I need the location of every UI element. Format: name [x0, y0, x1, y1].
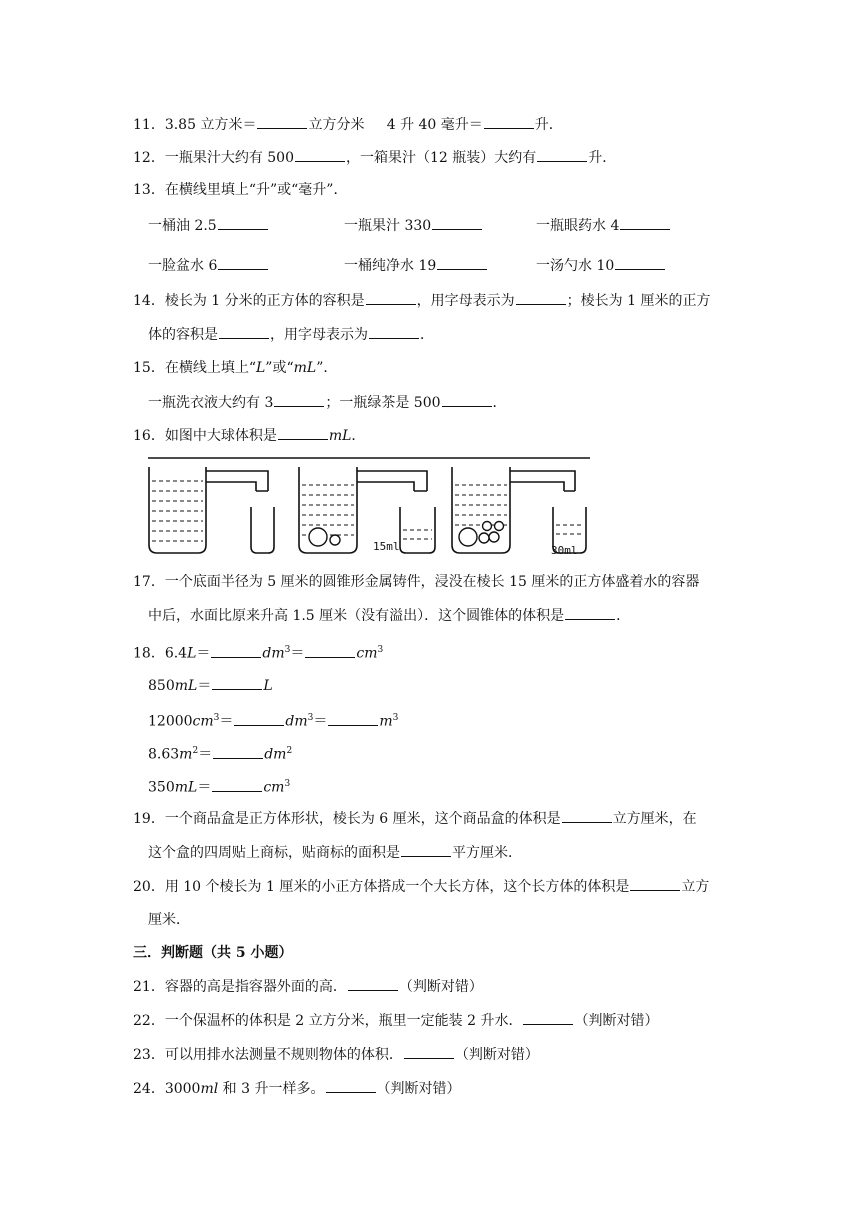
question-23: 23．可以用排水法测量不规则物体的体积． （判断对错） — [133, 1044, 539, 1065]
answer-blank[interactable] — [523, 1010, 573, 1025]
faucet — [357, 471, 427, 491]
q13-item: 一汤勺水 10 — [536, 255, 666, 275]
question-17-cont: 中后，水面比原来升高 1.5 厘米（没有溢出）．这个圆锥体的体积是 ． — [148, 605, 630, 626]
answer-blank[interactable] — [432, 215, 482, 230]
small-ball — [495, 522, 504, 531]
answer-blank[interactable] — [404, 1044, 454, 1059]
question-12: 12．一瓶果汁大约有 500 ，一箱果汁（12 瓶装）大约有 升． — [133, 147, 616, 168]
question-18-row2: 850mL＝ L — [148, 675, 273, 696]
question-18-row4: $8.63m^2= dm^2$ — [148, 741, 292, 765]
answer-blank[interactable] — [326, 1078, 376, 1093]
question-21: 21．容器的高是指容器外面的高． （判断对错） — [133, 976, 483, 997]
answer-blank[interactable] — [401, 842, 451, 857]
question-18-row5: $350mL= cm^3$ — [148, 774, 290, 798]
answer-blank[interactable] — [516, 290, 566, 305]
answer-blank[interactable] — [278, 425, 328, 440]
question-20: 20．用 10 个棱长为 1 厘米的小正方体搭成一个大长方体，这个长方体的体积是 立方 — [133, 876, 709, 897]
answer-blank[interactable] — [620, 215, 670, 230]
answer-blank[interactable] — [213, 744, 263, 759]
answer-blank[interactable] — [257, 114, 307, 129]
beaker — [299, 467, 357, 553]
answer-blank[interactable] — [615, 255, 665, 270]
answer-blank[interactable] — [348, 976, 398, 991]
question-14: 14．棱长为 1 分米的正方体的容积是 ，用字母表示为 ；棱长为 1 厘米的正方 — [133, 290, 710, 311]
question-18-row1: 18．$6.4L= dm^3= cm^3$ — [133, 640, 383, 664]
q13-item: 一脸盆水 6 — [148, 255, 269, 275]
question-14-cont: 体的容积是 ，用字母表示为 ． — [148, 324, 434, 345]
answer-blank[interactable] — [442, 392, 492, 407]
q13-item: 一瓶眼药水 4 — [536, 215, 671, 235]
answer-blank[interactable] — [212, 777, 262, 792]
answer-blank[interactable] — [484, 114, 534, 129]
q13-item: 一桶油 2.5 — [148, 215, 269, 235]
answer-blank[interactable] — [630, 876, 680, 891]
question-16: 16．如图中大球体积是 mL． — [133, 425, 365, 446]
question-19-cont: 这个盒的四周贴上商标，贴商标的面积是 平方厘米． — [148, 842, 522, 863]
answer-blank[interactable] — [369, 324, 419, 339]
question-18-row3: $12000cm^3= dm^3= m^3$ — [148, 708, 398, 732]
answer-blank[interactable] — [218, 215, 268, 230]
answer-blank[interactable] — [328, 711, 378, 726]
label-30ml: 30ml — [551, 544, 578, 557]
beaker — [149, 467, 206, 553]
faucet — [510, 471, 575, 491]
section-heading: 三．判断题（共 5 小题） — [133, 945, 293, 961]
answer-blank[interactable] — [562, 808, 612, 823]
question-22: 22．一个保温杯的体积是 2 立方分米，瓶里一定能装 2 升水． （判断对错） — [133, 1010, 658, 1031]
question-11: 11．3.85 立方米＝ 立方分米 4 升 40 毫升＝ 升． — [133, 114, 563, 135]
answer-blank[interactable] — [537, 147, 587, 162]
q13-item: 一瓶果汁 330 — [344, 215, 483, 235]
answer-blank[interactable] — [295, 147, 345, 162]
answer-blank[interactable] — [211, 643, 261, 658]
q13-item: 一桶纯净水 19 — [344, 255, 488, 275]
answer-blank[interactable] — [274, 392, 324, 407]
question-15-cont: 一瓶洗衣液大约有 3 ；一瓶绿茶是 500 ． — [148, 392, 507, 413]
question-13: 13．在横线里填上“升”或“毫升”． — [133, 182, 348, 198]
question-20-cont: 厘米． — [148, 912, 190, 928]
answer-blank[interactable] — [212, 675, 262, 690]
measuring-cup — [251, 507, 274, 553]
faucet — [206, 471, 268, 491]
label-15ml: 15ml — [373, 540, 400, 553]
answer-blank[interactable] — [366, 290, 416, 305]
question-19: 19．一个商品盒是正方体形状，棱长为 6 厘米，这个商品盒的体积是 立方厘米，在 — [133, 808, 697, 829]
answer-blank[interactable] — [305, 643, 355, 658]
small-ball — [479, 533, 489, 543]
answer-blank[interactable] — [218, 255, 268, 270]
beaker-figure — [146, 455, 592, 559]
answer-blank[interactable] — [219, 324, 269, 339]
small-ball — [489, 532, 499, 542]
big-ball — [309, 528, 327, 546]
answer-blank[interactable] — [565, 605, 615, 620]
big-ball — [459, 528, 477, 546]
question-15: 15．在横线上填上“L”或“mL”． — [133, 360, 338, 376]
small-ball — [483, 522, 492, 531]
small-ball — [330, 535, 340, 545]
question-17: 17．一个底面半径为 5 厘米的圆锥形金属铸件，浸没在棱长 15 厘米的正方体盛着水的容器 — [133, 574, 700, 590]
answer-blank[interactable] — [437, 255, 487, 270]
question-24: 24．3000ml 和 3 升一样多。 （判断对错） — [133, 1078, 461, 1099]
answer-blank[interactable] — [234, 711, 284, 726]
